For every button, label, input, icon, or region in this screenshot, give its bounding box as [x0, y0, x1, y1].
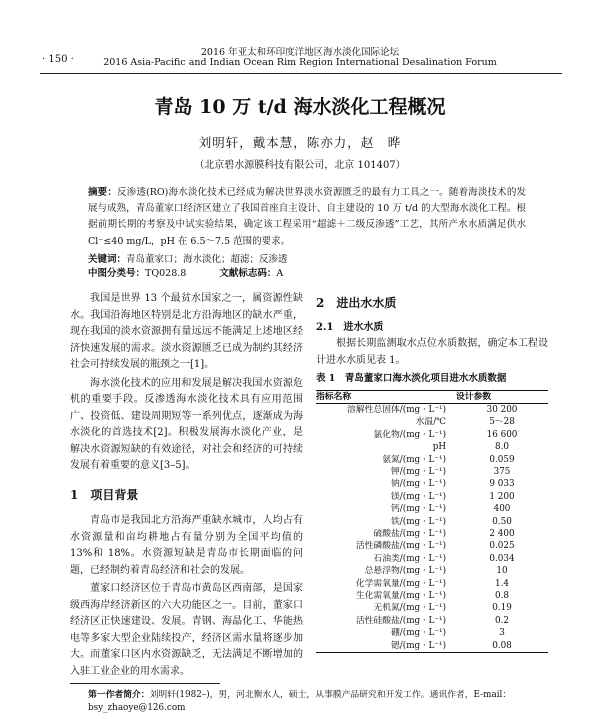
- table-row: [316, 454, 548, 466]
- table-row: [316, 553, 548, 565]
- footnote-rule: [70, 683, 220, 684]
- table-row: [316, 478, 548, 490]
- table-cell-value: 1.4: [495, 578, 509, 589]
- table-cell-parameter: 活性磷酸盐/(mg · L⁻¹): [355, 541, 446, 552]
- table-cell-parameter: 铁/(mg · L⁻¹): [391, 516, 446, 527]
- table-row: [316, 565, 548, 577]
- table-cell-parameter: 锶/(mg · L⁻¹): [316, 640, 456, 653]
- table-cell-parameter: 钠/(mg · L⁻¹): [391, 479, 446, 490]
- footnote-contact: 通讯作者，E-mail：bsy_zhaoye@126.com: [88, 690, 512, 713]
- table-row: [316, 503, 548, 515]
- table-row: [316, 540, 548, 552]
- table-row: [316, 441, 548, 453]
- keywords-text: 青岛董家口；海水淡化；超滤；反渗透: [126, 254, 288, 265]
- table-header-parameter: 指标名称: [316, 390, 456, 403]
- table-cell-value: 5～28: [489, 417, 515, 428]
- table-cell-parameter: 水温/℃: [415, 417, 446, 428]
- table-row: [316, 516, 548, 528]
- table-cell-parameter: 镁/(mg · L⁻¹): [391, 491, 446, 502]
- table-cell-parameter: 硼/(mg · L⁻¹): [391, 628, 446, 639]
- table-cell-parameter: 溶解性总固体/(mg · L⁻¹): [347, 404, 446, 415]
- table-cell-value: 400: [493, 504, 511, 515]
- table-cell-parameter: 活性硅酸盐/(mg · L⁻¹): [355, 615, 446, 626]
- table-cell-value: 1 200: [489, 491, 515, 502]
- table-cell-value: 3: [499, 628, 505, 639]
- table-row: [316, 429, 548, 441]
- doc-code-label: 文献标志码：: [219, 268, 277, 279]
- running-header-cn: 2016 年亚太和环印度洋地区海水淡化国际论坛: [200, 47, 400, 58]
- table-cell-parameter: 硫酸盐/(mg · L⁻¹): [373, 528, 446, 539]
- table-cell-value: 0.034: [489, 553, 515, 564]
- header-rule: [40, 73, 562, 74]
- doc-code-value: A: [276, 268, 284, 279]
- table-cell-parameter: 氯化物/(mg · L⁻¹): [373, 429, 446, 440]
- table-cell-value: 0.059: [489, 454, 515, 465]
- table-cell-value: 8.0: [495, 442, 509, 453]
- footnote-label: 第一作者简介：: [88, 690, 150, 700]
- section-1-paragraph-1: 青岛市是我国北方沿海严重缺水城市，人均占有水资源量和亩均耕地占有量分别为全国平均值的 13%和 18%。水资源短缺是青岛市长期面临的问题，已经制约着青岛经济和社会的发展。: [70, 515, 303, 576]
- table-cell-parameter: 无机氮/(mg · L⁻¹): [373, 603, 446, 614]
- classification: [88, 265, 283, 279]
- intro-paragraph-1: 我国是世界 13 个最贫水国家之一，属资源性缺水。我国沿海地区特别是北方沿海地区的缺水严重，现在我国的淡水资源拥有量远远不能满足上述地区经济快速发展的需求。淡水资源匮乏已成为制约其经济社会可持续发展的瓶颈之一[1]。: [70, 293, 303, 370]
- subsection-2-1-heading: 2.1 进水水质: [316, 321, 384, 333]
- clc-label: 中图分类号：: [88, 268, 146, 279]
- table-cell-parameter: 钙/(mg · L⁻¹): [391, 504, 446, 515]
- table-cell-value: 10: [496, 566, 508, 577]
- page-number: · 150 ·: [42, 54, 74, 65]
- right-column: [316, 295, 548, 653]
- section-1-heading: 1 项目背景: [70, 487, 139, 502]
- intro-paragraph-2: 海水淡化技术的应用和发展是解决我国水资源危机的重要手段。反渗透海水淡化技术具有应用范围广、投资低、建设周期短等一系列优点，逐渐成为海水淡化的首选技术[2]。积极发展海水淡化产业，是解决水资源短缺的有效途径，对社会和经济的可持续发展有着重要的意义[3–5]。: [70, 377, 303, 471]
- table-row: [316, 640, 548, 653]
- running-header-en: 2016 Asia-Pacific and Indian Ocean Rim Region International Desalination Forum: [103, 57, 497, 68]
- table-header-design-value: 设计参数: [456, 390, 548, 403]
- water-quality-table: [316, 390, 548, 654]
- table-cell-value: 30 200: [486, 404, 518, 415]
- table-cell-value: 0.2: [495, 615, 509, 626]
- authors: 刘明轩，戴本慧，陈亦力，赵 晔: [198, 135, 402, 150]
- table-cell-parameter: 总悬浮物/(mg · L⁻¹): [364, 566, 446, 577]
- table-row: [316, 615, 548, 627]
- table-row: [316, 578, 548, 590]
- table-cell-value: 16 600: [486, 429, 518, 440]
- table-cell-value: 2 400: [489, 528, 515, 539]
- table-cell-parameter: 氨氮/(mg · L⁻¹): [382, 454, 446, 465]
- paper-title: 青岛 10 万 t/d 海水淡化工程概况: [154, 96, 446, 118]
- subsection-2-1-paragraph: 根据长期监测取水点位水质数据，确定本工程设计进水水质见表 1。: [316, 338, 548, 366]
- table-cell-parameter: pH: [432, 442, 446, 453]
- table-row: [316, 528, 548, 540]
- table-cell-value: 9 033: [489, 479, 515, 490]
- table-cell-value: 0.8: [495, 591, 509, 601]
- table-cell-parameter: 钾/(mg · L⁻¹): [391, 466, 446, 477]
- keywords: [88, 251, 288, 265]
- keywords-label: 关键词：: [88, 254, 127, 265]
- table-row: [316, 491, 548, 503]
- table-row: [316, 416, 548, 428]
- section-1-paragraph-2: 董家口经济区位于青岛市黄岛区西南部，是国家级西海岸经济新区的六大功能区之一。目前，董家口经济区正快速建设、发展。青钢、海晶化工、华能热电等多家大型企业陆续投产，经济区需水量将逐步加大。而董家口区内水资源缺乏，无法满足不断增加的入驻工业企业的用水需求。: [70, 583, 303, 677]
- table-cell-parameter: 化学需氧量/(mg · L⁻¹): [355, 578, 446, 589]
- table-cell-value: 375: [493, 466, 511, 477]
- table-cell-value: 0.19: [492, 603, 512, 614]
- footnote-text: 刘明轩(1982–)，男，河北衡水人，硕士，从事膜产品研究和开发工作。: [149, 690, 430, 700]
- table-row: [316, 627, 548, 639]
- table-cell-parameter: 生化需氧量/(mg · L⁻¹): [355, 591, 446, 601]
- left-column: [70, 291, 303, 680]
- table-cell-value: 0.025: [489, 541, 515, 552]
- section-2-heading: 2 进出水水质: [316, 296, 397, 310]
- table-row: [316, 602, 548, 614]
- table-cell-value: 0.08: [456, 640, 548, 653]
- table-row: [316, 403, 548, 416]
- abstract-label: 摘要：: [88, 187, 117, 198]
- table-row: [316, 466, 548, 478]
- table-1-caption: 表 1 青岛董家口海水淡化项目进水水质数据: [316, 373, 507, 384]
- abstract-text: 反渗透(RO)海水淡化技术已经成为解决世界淡水资源匮乏的最有力工具之一。随着海淡技术的发展与成熟，青岛董家口经济区建立了我国首座自主设计、自主建设的 10 万 t/d 的大型海水淡化工程。根据前期长期的考察及中试实验结果，确定该工程采用“超滤＋二级反渗透”工艺，其所产水水质满足供水 Cl⁻≤40 mg/L，pH 在 6.5～7.5 范围的要求。: [88, 187, 526, 247]
- table-row: [316, 590, 548, 602]
- table-cell-value: 0.50: [492, 516, 512, 527]
- table-cell-parameter: 石油类/(mg · L⁻¹): [373, 553, 446, 564]
- affiliation: （北京碧水源膜科技有限公司，北京 101407）: [194, 160, 406, 171]
- footnote: [88, 689, 548, 715]
- abstract: [88, 185, 526, 250]
- clc-value: TQ028.8: [145, 268, 187, 279]
